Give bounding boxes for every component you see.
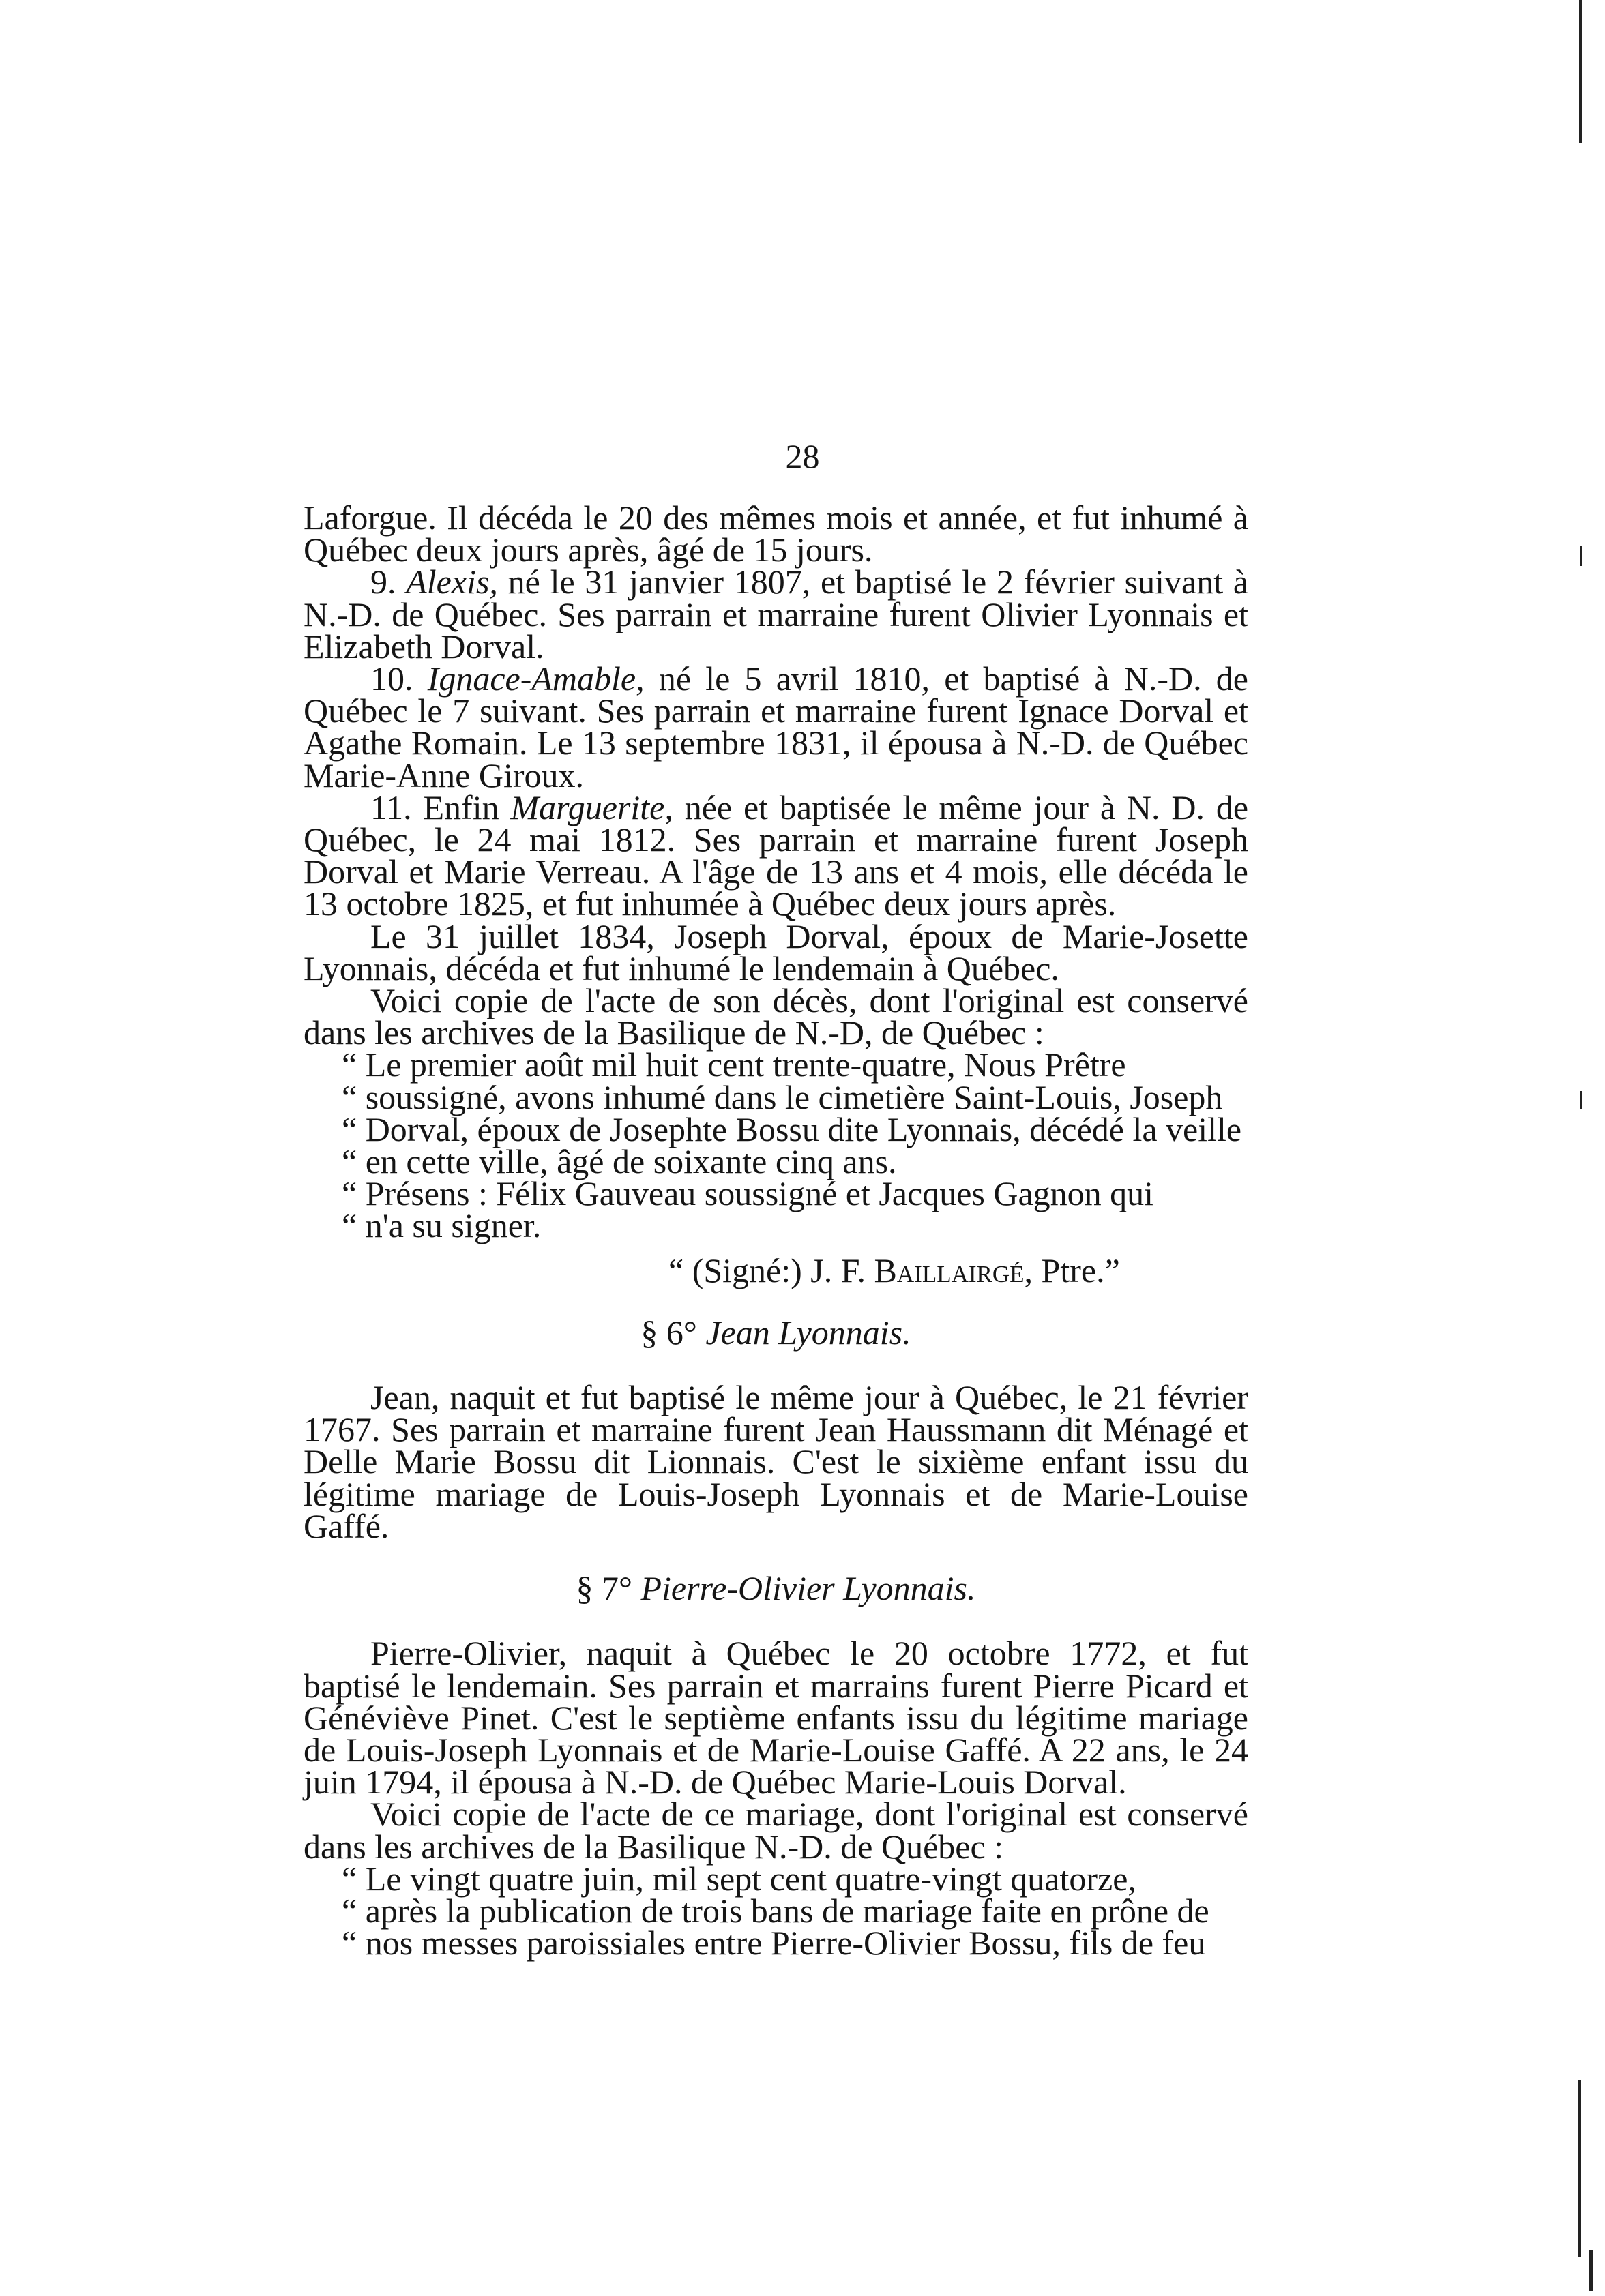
- quote-line: “ Présens : Félix Gauveau soussigné et Jacques Gagnon qui: [342, 1174, 1154, 1213]
- entry-text: né le 5 avril 1810, et baptisé à N.-D. de Québec le 7 suivant. Ses parrain et marraine furent Ignace Dorval et Agathe Romain. Le 13 septembre 1831, il épousa à N.-D. de Québec Marie-Anne Giroux.: [304, 659, 1248, 794]
- quote-line: “ Dorval, époux de Josephte Bossu dite Lyonnais, décédé la veille: [342, 1109, 1242, 1148]
- entry-pre: Enfin: [423, 788, 499, 826]
- entry-text: née et baptisée le même jour à N. D. de Québec, le 24 mai 1812. Ses parrain et marraine furent Joseph Dorval et Marie Verreau. A l'âge de 13 ans et 4 mois, elle décéda le 13 octobre 1825, et fut inhumée à Québec deux jours après.: [304, 788, 1249, 923]
- paragraph-jean: Jean, naquit et fut baptisé le même jour à Québec, le 21 février 1767. Ses parrain et marraine furent Jean Haussmann dit Ménagé et Delle Marie Bossu dit Lionnais. C'est le sixième enfant issu du légitime mariage de Louis-Joseph Lyonnais et de Marie-Louise Gaffé.: [304, 1378, 1248, 1545]
- scan-edge-mark: [1578, 2080, 1581, 2257]
- scan-edge-mark: [1589, 2250, 1593, 2291]
- paragraph-alexis: [304, 563, 1249, 666]
- section-title: Jean Lyonnais.: [705, 1313, 911, 1352]
- paragraph-death-joseph-dorval: Le 31 juillet 1834, Joseph Dorval, époux de Marie-Josette Lyonnais, décéda et fut inhumé le lendemain à Québec.: [304, 916, 1248, 987]
- section-number: § 7°: [576, 1569, 632, 1608]
- entry-name: Alexis,: [406, 563, 498, 601]
- quote-line: “ en cette ville, âgé de soixante cinq ans.: [342, 1142, 897, 1181]
- paragraph-marriage-act-intro: Voici copie de l'acte de ce mariage, dont l'original est conservé dans les archives de la Basilique N.-D. de Québec :: [304, 1795, 1248, 1866]
- quote-line: “ Le premier août mil huit cent trente-quatre, Nous Prêtre: [342, 1045, 1126, 1084]
- quote-line: “ nos messes paroissiales entre Pierre-Olivier Bossu, fils de feu: [342, 1924, 1206, 1963]
- scan-edge-mark: [1579, 0, 1582, 143]
- quote-line: “ n'a su signer.: [342, 1206, 542, 1245]
- entry-text: né le 31 janvier 1807, et baptisé le 2 février suivant à N.-D. de Québec. Ses parrain et marraine furent Olivier Lyonnais et Elizabeth Dorval.: [304, 563, 1249, 666]
- entry-number: 11.: [370, 788, 412, 826]
- scan-edge-mark: [1580, 546, 1582, 566]
- entry-name: Marguerite,: [510, 788, 673, 826]
- paragraph-ignace-amable: [304, 659, 1248, 794]
- section-title: Pierre-Olivier Lyonnais.: [640, 1569, 976, 1608]
- paragraph-pierre-olivier: Pierre-Olivier, naquit à Québec le 20 octobre 1772, et fut baptisé le lendemain. Ses parrain et marrains furent Pierre Picard et Généviève Pinet. C'est le septième enfants issu du légitime mariage de Louis-Joseph Lyonnais et de Marie-Louise Gaffé. A 22 ans, le 24 juin 1794, il épousa à N.-D. de Québec Marie-Louis Dorval.: [304, 1634, 1248, 1802]
- quote-marriage-act: [304, 1859, 1248, 1963]
- entry-number: 9.: [370, 563, 396, 601]
- paragraph-marguerite: [304, 788, 1249, 923]
- section-heading-jean: [304, 1313, 1248, 1352]
- scan-edge-mark: [1580, 1091, 1582, 1109]
- signature-pre: “ (Signé:) J. F.: [668, 1251, 866, 1289]
- entry-name: Ignace-Amable,: [427, 659, 645, 698]
- section-number: § 6°: [640, 1313, 697, 1352]
- quote-line: “ après la publication de trois bans de mariage faite en prône de: [342, 1891, 1209, 1930]
- paragraph-laforgue: Laforgue. Il décéda le 20 des mêmes mois et année, et fut inhumé à Québec deux jours après, âgé de 15 jours.: [304, 498, 1248, 569]
- quote-line: “ Le vingt quatre juin, mil sept cent quatre-vingt quatorze,: [342, 1859, 1136, 1898]
- paragraph-death-act-intro: Voici copie de l'acte de son décès, dont l'original est conservé dans les archives de la Basilique de N.-D, de Québec :: [304, 981, 1248, 1052]
- quote-death-act: [304, 1045, 1248, 1245]
- signature-name: Baillairgé,: [874, 1251, 1033, 1289]
- page-body: [304, 498, 1249, 1963]
- page-number: 28: [785, 437, 820, 475]
- signature-post: Ptre.”: [1041, 1251, 1120, 1289]
- section-heading-pierre-olivier: [304, 1569, 1248, 1608]
- quote-line: “ soussigné, avons inhumé dans le cimetière Saint-Louis, Joseph: [342, 1077, 1223, 1116]
- signature-line: [304, 1251, 1248, 1289]
- entry-number: 10.: [370, 659, 413, 698]
